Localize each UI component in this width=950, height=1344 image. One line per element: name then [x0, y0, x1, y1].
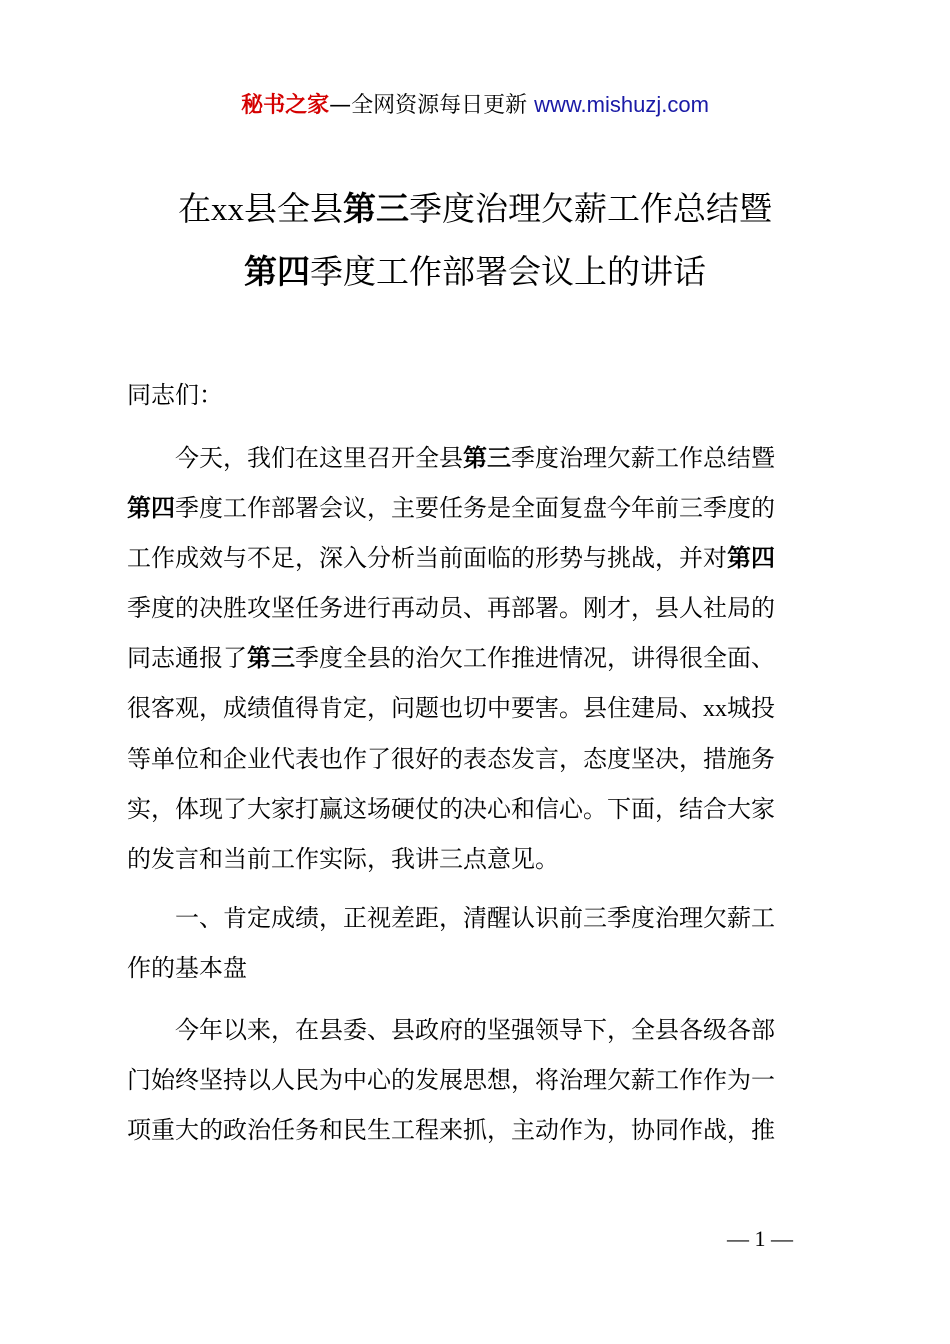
- paragraph-line: [127, 784, 833, 834]
- text-run: 工作成效与不足，深入分析当前面临的形势与挑战，并对: [127, 544, 727, 572]
- salutation: 同志们：: [127, 381, 223, 409]
- paragraph-line: [127, 1105, 833, 1155]
- text-run: 季度的决胜攻坚任务进行再动员、再部署。刚才，县人社局的: [127, 594, 775, 622]
- text-run: 一、肯定成绩，正视差距，清醒认识前三季度治理欠薪工: [175, 904, 775, 932]
- page-number: — 1 —: [727, 1226, 793, 1251]
- bold-run: 第三: [247, 644, 295, 672]
- title-text: xx: [211, 192, 244, 228]
- paragraph-line: [127, 834, 833, 884]
- bold-run: 第四: [727, 544, 775, 572]
- title-line-2: [0, 241, 950, 303]
- bold-run: 第四: [127, 494, 175, 522]
- paragraph-line: [127, 483, 833, 533]
- bold-run: 第三: [463, 444, 511, 472]
- paragraph-line: [127, 734, 833, 784]
- brand-name: 秘书之家: [241, 93, 330, 118]
- paragraph-achievements: [127, 1005, 833, 1155]
- paragraph-line: [127, 583, 833, 633]
- text-run: 门始终坚持以人民为中心的发展思想，将治理欠薪工作作为一: [127, 1066, 775, 1094]
- paragraph-line: [127, 633, 833, 683]
- text-run: 等单位和企业代表也作了很好的表态发言，态度坚决，措施务: [127, 745, 775, 773]
- title-text: 在: [178, 189, 211, 228]
- heading-line: [127, 893, 833, 943]
- text-run: 今天，我们在这里召开全县: [175, 444, 463, 472]
- text-run: xx: [703, 696, 727, 722]
- text-run: 作的基本盘: [127, 954, 247, 982]
- title-text: 季度工作部署会议上的讲话: [310, 252, 706, 291]
- title-text: 县全县: [244, 189, 343, 228]
- paragraph-line: [127, 533, 833, 583]
- title-text: 季度治理欠薪工作总结暨: [409, 189, 772, 228]
- text-run: 季度治理欠薪工作总结暨: [511, 444, 775, 472]
- title-line-1: [0, 178, 950, 241]
- text-run: 同志通报了: [127, 644, 247, 672]
- text-run: 项重大的政治任务和民生工程来抓，主动作为，协同作战，推: [127, 1116, 775, 1144]
- text-run: 今年以来，在县委、县政府的坚强领导下，全县各级各部: [175, 1016, 775, 1044]
- text-run: 城投: [727, 694, 775, 722]
- site-header: [0, 88, 950, 123]
- paragraph-line: [127, 683, 833, 734]
- paragraph-line: [127, 1005, 833, 1055]
- text-run: 很客观，成绩值得肯定，问题也切中要害。县住建局、: [127, 694, 703, 722]
- site-url-link[interactable]: www.mishuzj.com: [534, 92, 709, 117]
- title-bold-text: 第四: [244, 252, 310, 291]
- text-run: 季度全县的治欠工作推进情况，讲得很全面、: [295, 644, 775, 672]
- paragraph-line: [127, 1055, 833, 1105]
- text-run: 的发言和当前工作实际，我讲三点意见。: [127, 845, 559, 873]
- section-heading-1: [127, 893, 833, 993]
- header-tagline: —全网资源每日更新: [329, 93, 528, 118]
- text-run: 实，体现了大家打赢这场硬仗的决心和信心。下面，结合大家: [127, 795, 775, 823]
- heading-line: [127, 943, 833, 993]
- text-run: 季度工作部署会议，主要任务是全面复盘今年前三季度的: [175, 494, 775, 522]
- title-bold-text: 第三: [343, 189, 409, 228]
- document-title: [0, 178, 950, 303]
- paragraph-line: [127, 433, 833, 483]
- paragraph-intro: [127, 433, 833, 884]
